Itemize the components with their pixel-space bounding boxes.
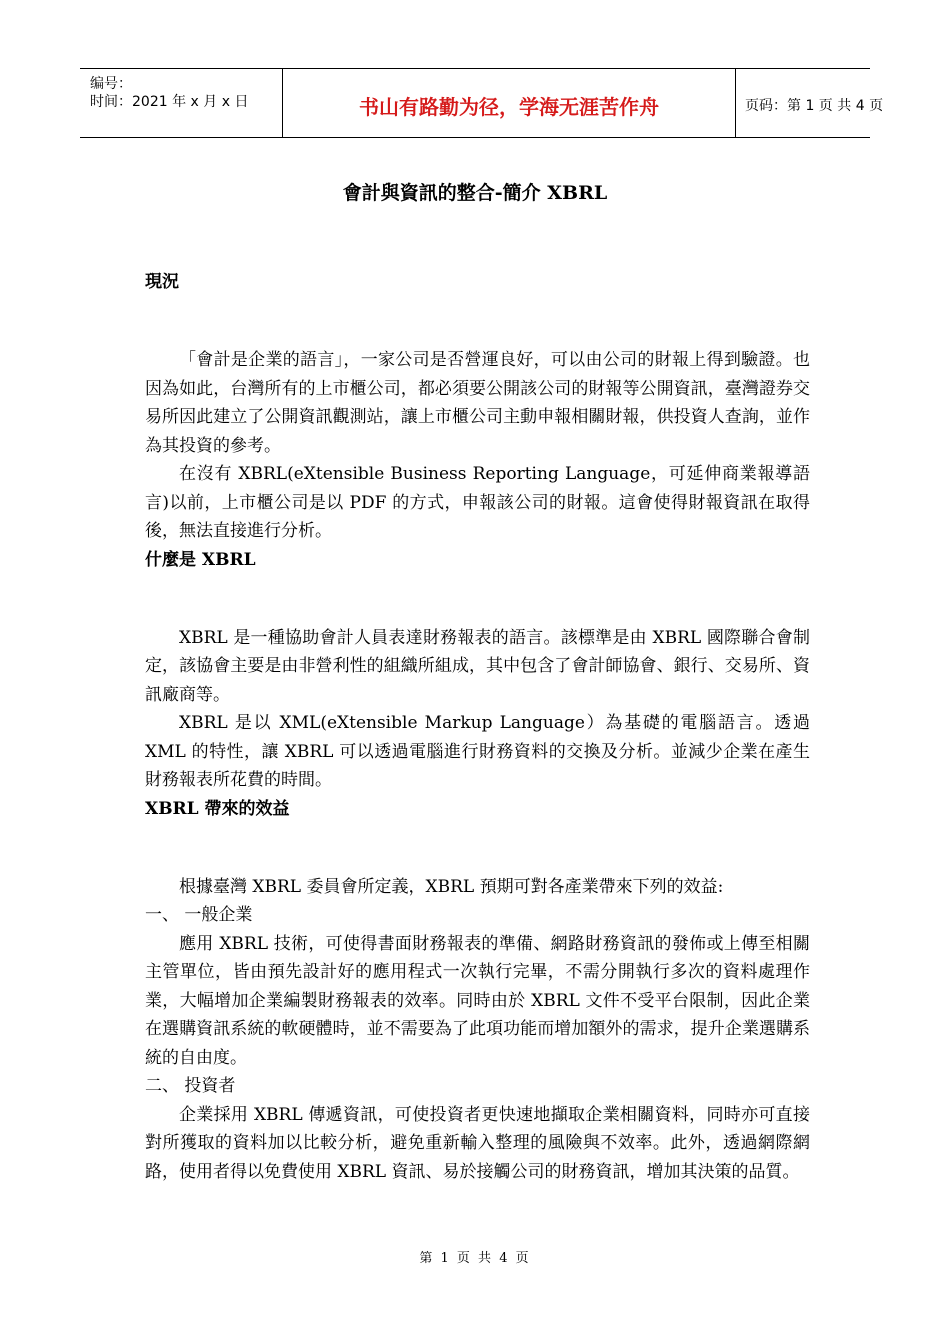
paragraph: XBRL 是以 XML(eXtensible Markup Language）為基礎的電腦語言。透過 XML 的特性，讓 XBRL 可以透過電腦進行財務資料的交換及分析。並減少企業在產生財務報表所花費的時間。	[145, 713, 810, 790]
document-title: 會計與資訊的整合-簡介 XBRL	[342, 182, 608, 204]
header-meta-cell	[80, 69, 282, 137]
paragraph: 應用 XBRL 技術，可使得書面財務報表的準備、網路財務資訊的發佈或上傳至相關主管單位，皆由預先設計好的應用程式一次執行完畢，不需分開執行多次的資料處理作業，大幅增加企業編製財務報表的效率。同時由於 XBRL 文件不受平台限制，因此企業在選購資訊系統的軟硬體時，並不需要為了此項功能而增加額外的需求，提升企業選購系統的自由度。	[145, 933, 810, 1068]
header-motto: 书山有路勤为径，学海无涯苦作舟	[359, 95, 659, 119]
list-item-heading: 一、 一般企業	[145, 905, 253, 925]
document-date-label: 时间：2021 年 x 月 x 日	[90, 94, 249, 110]
document-number-label: 编号：	[90, 76, 132, 92]
document-body	[145, 268, 810, 1186]
page-footer: 第 1 页 共 4 页	[419, 1251, 531, 1266]
paragraph: 根據臺灣 XBRL 委員會所定義，XBRL 預期可對各產業帶來下列的效益:	[179, 876, 724, 897]
paragraph: 企業採用 XBRL 傳遞資訊，可使投資者更快速地擷取企業相關資料，同時亦可直接對所獲取的資料加以比較分析，避免重新輸入整理的風險與不效率。此外，透過網際網路，使用者得以免費使用 XBRL 資訊、易於接觸公司的財務資訊，增加其決策的品質。	[145, 1104, 810, 1182]
paragraph: XBRL 是一種協助會計人員表達財務報表的語言。該標準是由 XBRL 國際聯合會制定，該協會主要是由非營利性的組織所組成，其中包含了會計師協會、銀行、交易所、資訊廠商等。	[145, 627, 810, 705]
paragraph: 在沒有 XBRL(eXtensible Business Reporting Language，可延伸商業報導語言)以前，上市櫃公司是以 PDF 的方式，申報該公司的財報。這會使得財報資訊在取得後，無法直接進行分析。	[145, 464, 810, 541]
header-page-cell	[735, 69, 884, 137]
section-heading-benefits: XBRL 帶來的效益	[145, 798, 290, 819]
section-heading-status: 現況	[145, 272, 179, 292]
page-header	[80, 68, 884, 138]
paragraph: 「會計是企業的語言」，一家公司是否營運良好，可以由公司的財報上得到驗證。也因為如此，台灣所有的上市櫃公司，都必須要公開該公司的財報等公開資訊，臺灣證券交易所因此建立了公開資訊觀測站，讓上市櫃公司主動申報相關財報，供投資人查詢，並作為其投資的參考。	[145, 350, 810, 456]
header-motto-cell	[282, 69, 736, 137]
header-page-info: 页码：第 1 页 共 4 页	[745, 98, 884, 114]
section-heading-what-is-xbrl: 什麼是 XBRL	[145, 549, 256, 570]
list-item-heading: 二、 投資者	[145, 1076, 236, 1096]
